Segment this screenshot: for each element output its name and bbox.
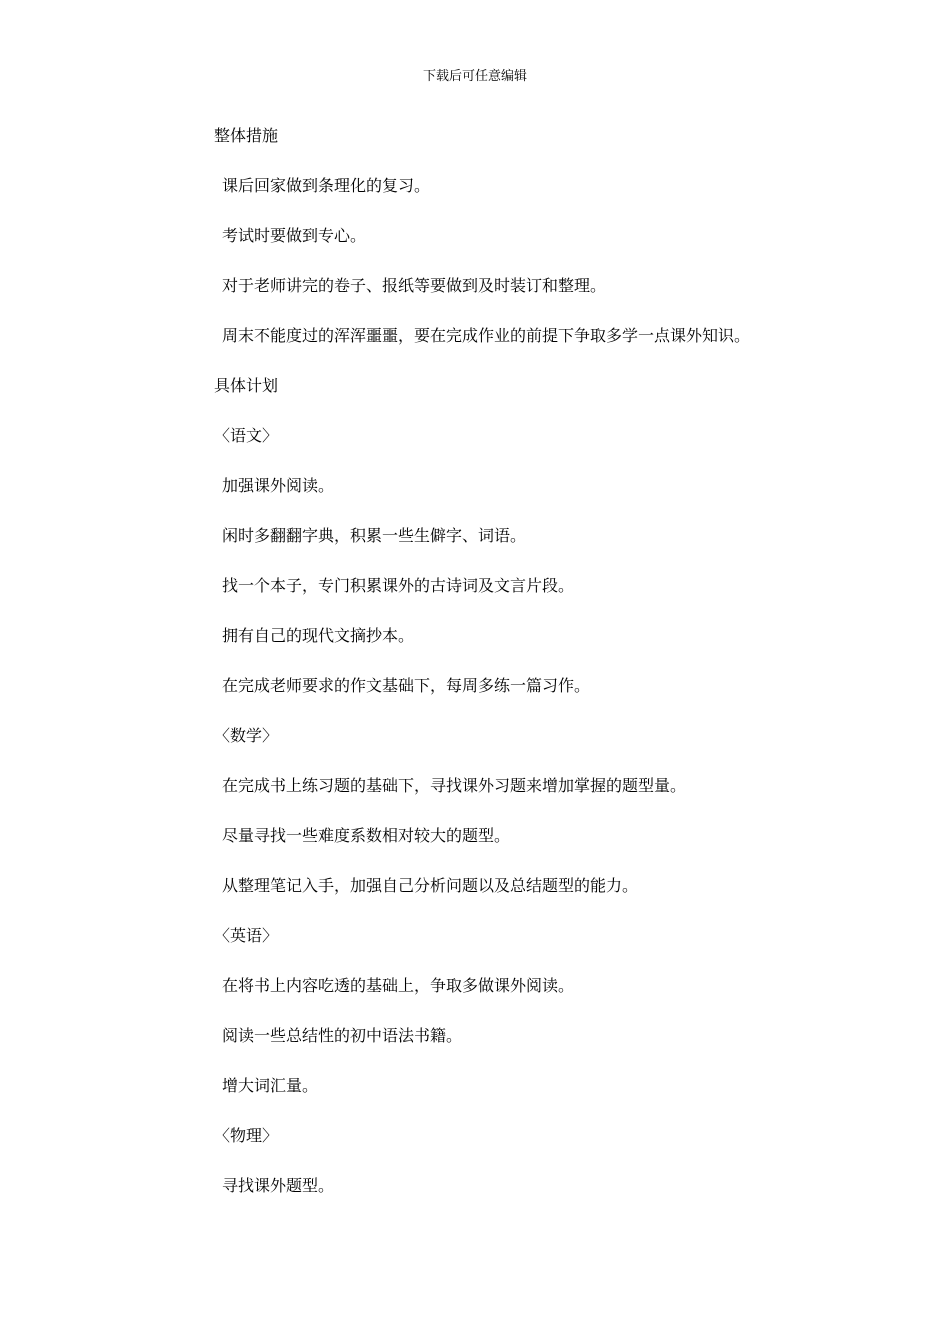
list-item: 在将书上内容吃透的基础上，争取多做课外阅读。 — [222, 976, 575, 995]
list-item: 对于老师讲完的卷子、报纸等要做到及时装订和整理。 — [222, 276, 607, 295]
list-item: 周末不能度过的浑浑噩噩，要在完成作业的前提下争取多学一点课外知识。 — [222, 326, 751, 345]
section-heading: 整体措施 — [214, 126, 279, 145]
list-item: 从整理笔记入手，加强自己分析问题以及总结题型的能力。 — [222, 876, 639, 895]
list-item: 阅读一些总结性的初中语法书籍。 — [222, 1026, 463, 1045]
subject-heading: 〈物理〉 — [214, 1126, 279, 1145]
subject-heading: 〈数学〉 — [214, 726, 279, 745]
subject-heading: 〈语文〉 — [214, 426, 279, 445]
subject-heading: 〈英语〉 — [214, 926, 279, 945]
document-body — [214, 124, 834, 1224]
section-heading: 具体计划 — [214, 376, 279, 395]
page-header: 下载后可任意编辑 — [422, 69, 527, 84]
list-item: 加强课外阅读。 — [222, 476, 335, 495]
list-item: 课后回家做到条理化的复习。 — [222, 176, 431, 195]
list-item: 闲时多翻翻字典，积累一些生僻字、词语。 — [222, 526, 527, 545]
list-item: 寻找课外题型。 — [222, 1176, 335, 1195]
list-item: 增大词汇量。 — [222, 1076, 319, 1095]
list-item: 尽量寻找一些难度系数相对较大的题型。 — [222, 826, 511, 845]
list-item: 在完成老师要求的作文基础下，每周多练一篇习作。 — [222, 676, 591, 695]
list-item: 拥有自己的现代文摘抄本。 — [222, 626, 415, 645]
list-item: 找一个本子，专门积累课外的古诗词及文言片段。 — [222, 576, 575, 595]
list-item: 在完成书上练习题的基础下，寻找课外习题来增加掌握的题型量。 — [222, 776, 687, 795]
list-item: 考试时要做到专心。 — [222, 226, 367, 245]
